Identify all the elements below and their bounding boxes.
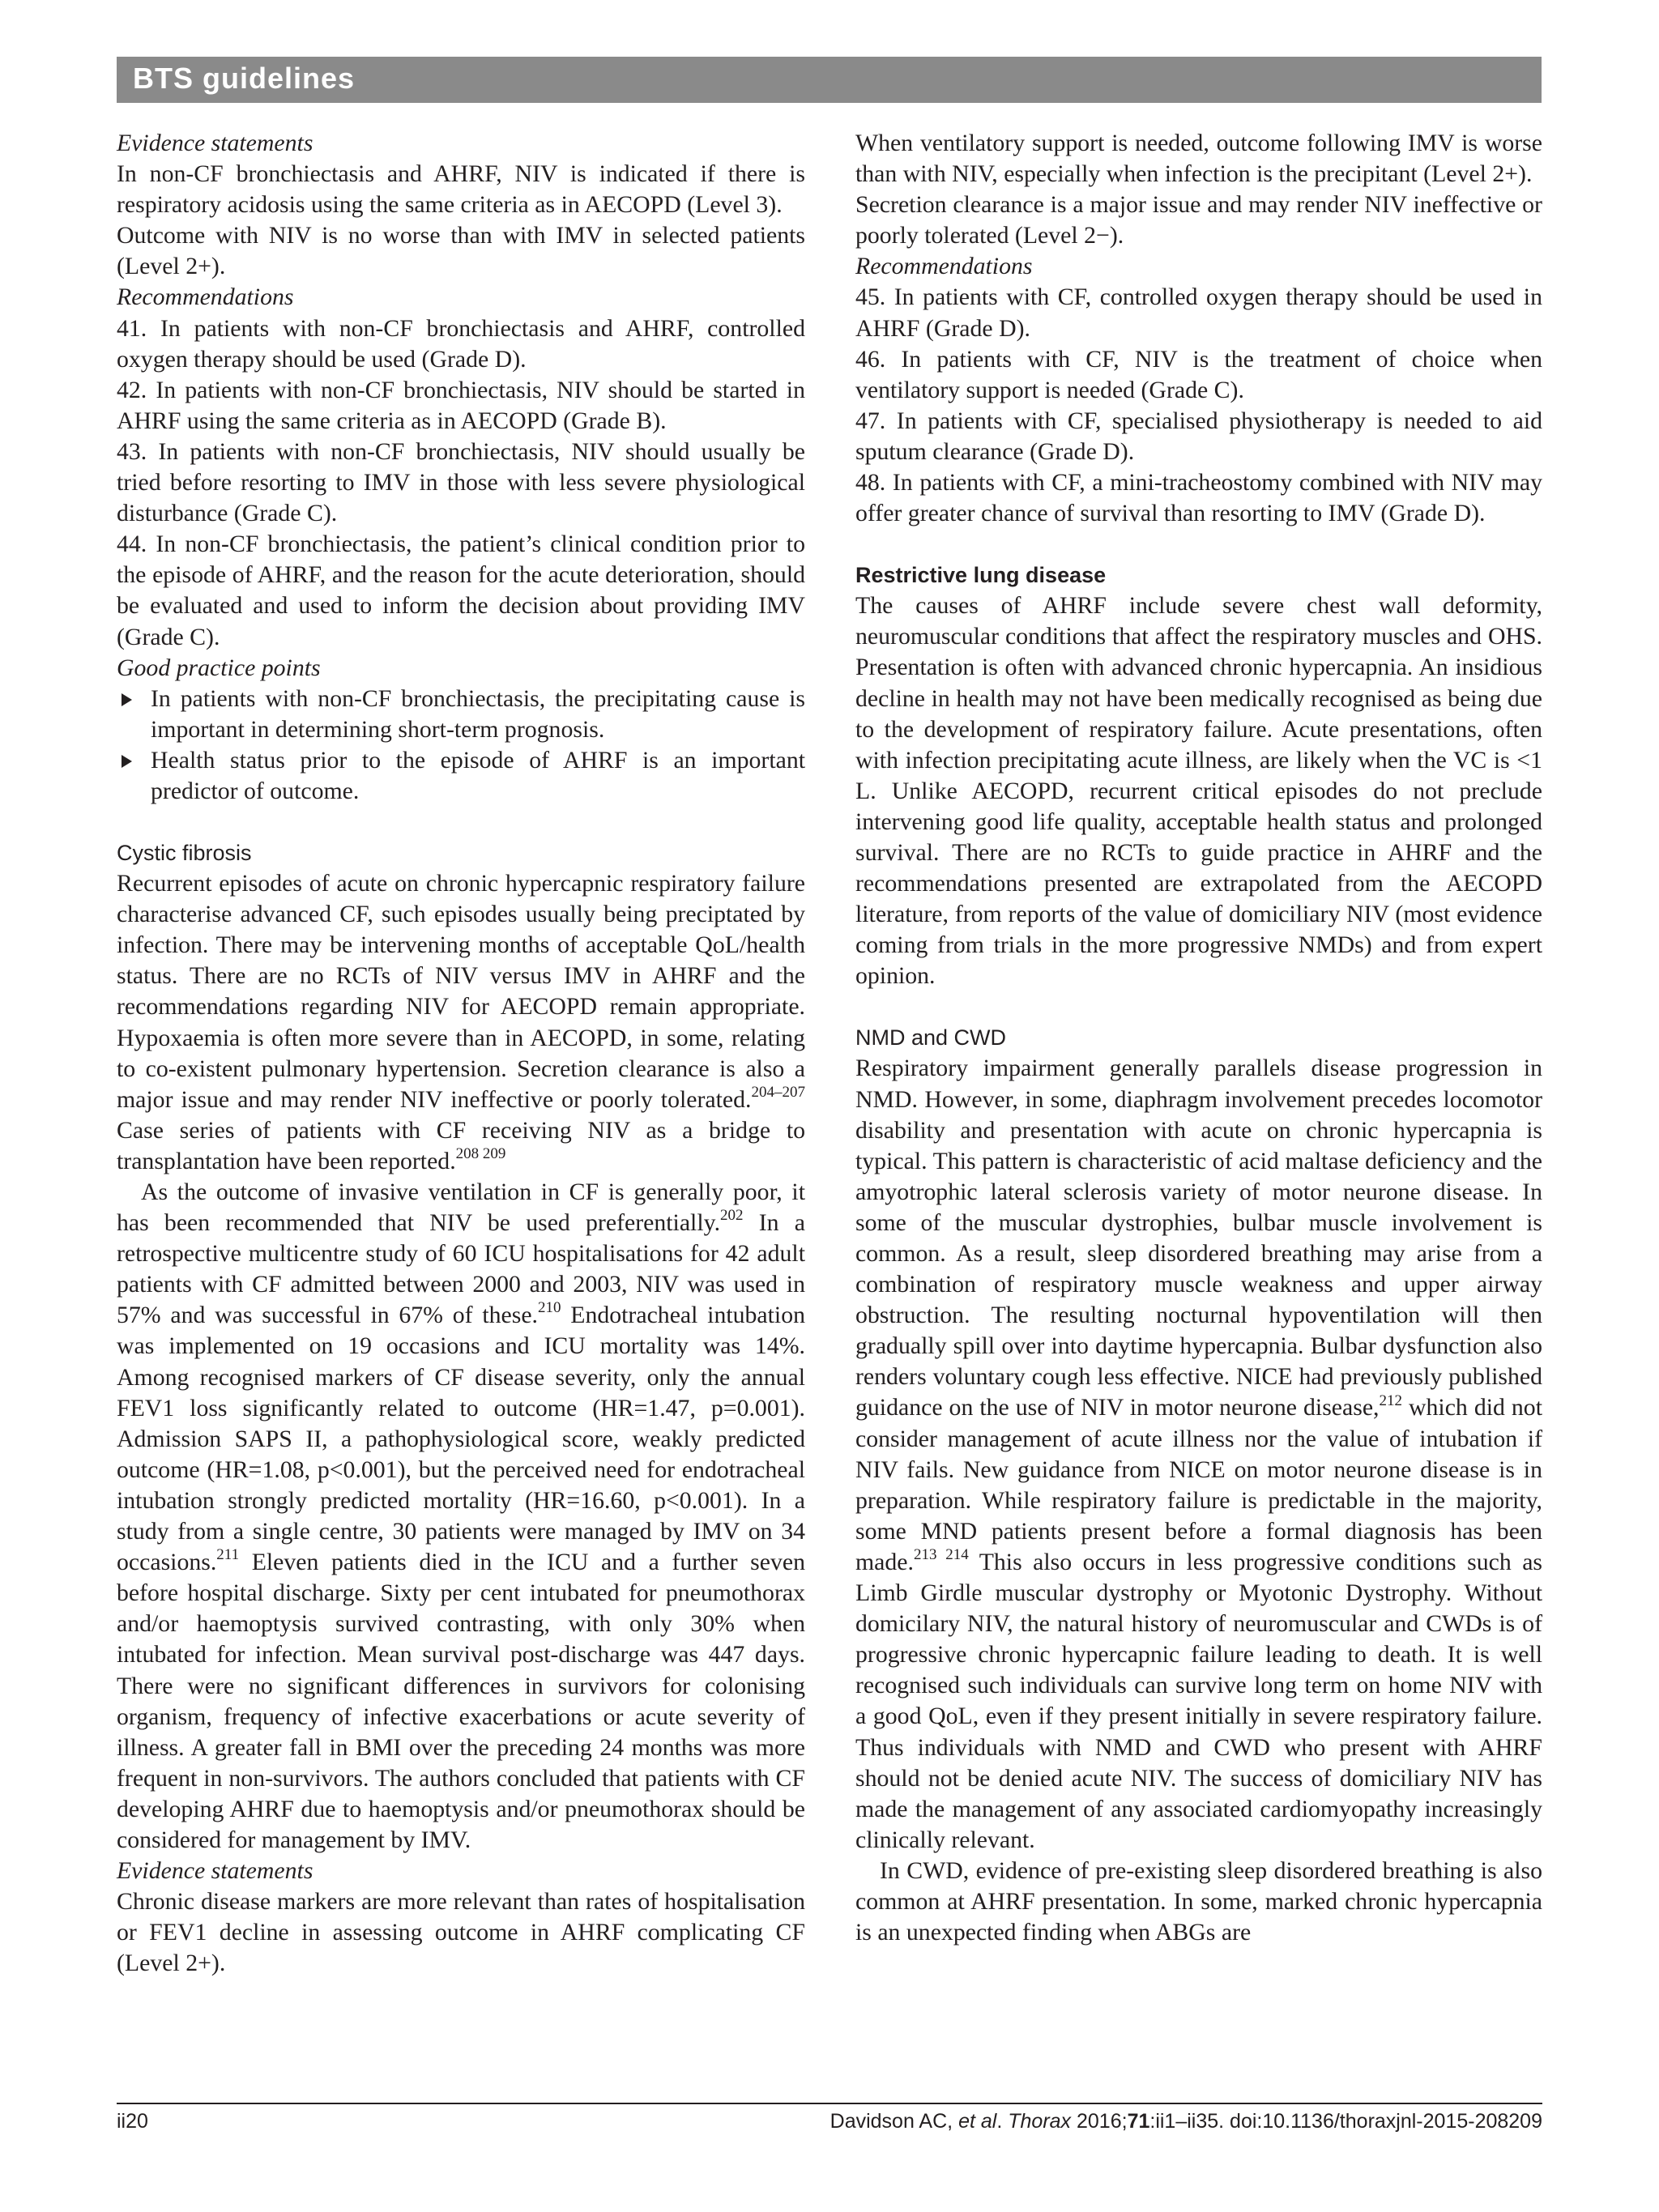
recommendation-44: 44. In non-CF bronchiectasis, the patient’s clinical condition prior to the episode of AHRF, and the reason for the acute deterioration, should be evaluated and used to inform the decision about providing IMV (Grade C). <box>117 531 805 650</box>
good-practice-points-heading: Good practice points <box>117 654 321 681</box>
left-column <box>117 128 805 1979</box>
citation-ref[interactable]: 210 <box>538 1299 561 1317</box>
recommendations-heading: Recommendations <box>117 283 294 311</box>
cystic-fibrosis-paragraph-2: As the outcome of invasive ventilation in CF is generally poor, it has been recommended that NIV be used preferentially.$^{202}$ In a retrospective multicentre study of 60 ICU hospitalisations for 42 adult patients with CF admitted between 2000 and 2003, NIV was used in 57% and was successful in 67% of these.$^{210}$ Endotracheal intubation was implemented on 19 occasions and ICU mortality was 14%. Among recognised markers of CF disease severity, only the annual FEV1 loss significantly related to outcome (HR=1.47, p=0.001). Admission SAPS II, a pathophysiological score, weakly predicted outcome (HR=1.08, p<0.001), but the perceived need for endotracheal intubation strongly predicted mortality (HR=16.60, p<0.001). In a study from a single centre, 30 patients were managed by IMV on 34 occasions.$^{211}$ Eleven patients died in the ICU and a further seven before hospital discharge. Sixty per cent intubated for pneumothorax and/or haemoptysis survived contrasting, with only 30% when intubated for infection. Mean survival post-discharge was 447 days. There were no significant differences in survivors for colonising organism, frequency of infective exacerbations or acute severity of illness. A greater fall in BMI over the preceding 24 months was more frequent in non-survivors. The authors concluded that patients with CF developing AHRF due to haemoptysis and/or pneumothorax should be considered for management by IMV. <box>117 1178 806 1853</box>
recommendation-45: 45. In patients with CF, controlled oxygen therapy should be used in AHRF (Grade D). <box>855 283 1542 342</box>
bullet-triangle-icon <box>122 755 132 768</box>
citation-footer: Davidson AC, et al. Thorax 2016;71:ii1–ii35. doi:10.1136/thoraxjnl-2015-208209 <box>830 2110 1542 2133</box>
evidence-statements-heading: Evidence statements <box>117 130 313 156</box>
list-item: Health status prior to the episode of AHRF is an important predictor of outcome. <box>117 745 805 807</box>
section-heading-nmd-and-cwd: NMD and CWD <box>855 1025 1007 1051</box>
recommendation-48: 48. In patients with CF, a mini-tracheostomy combined with NIV may offer greater chance of survival than resorting to IMV (Grade D). <box>855 469 1542 527</box>
citation-ref[interactable]: 208 209 <box>455 1144 506 1162</box>
restrictive-lung-disease-paragraph: The causes of AHRF include severe chest wall deformity, neuromuscular conditions that affect the respiratory muscles and OHS. Presentation is often with advanced chronic hypercapnia. An insidious decline in health may not have been medically recognised as being due to the development of respiratory failure. Acute presentations, often with infection precipitating acute illness, are likely when the VC is <1 L. Unlike AECOPD, recurrent critical episodes do not preclude intervening good life quality, acceptable health status and prolonged survival. There are no RCTs to guide practice in AHRF and the recommendations presented are extrapolated from the AECOPD literature, from reports of the value of domiciliary NIV (most evidence coming from trials in the more progressive NMDs) and from expert opinion. <box>855 592 1542 990</box>
right-column <box>855 128 1542 1948</box>
evidence-statement: Outcome with NIV is no worse than with IMV in selected patients (Level 2+). <box>117 222 805 280</box>
recommendation-46: 46. In patients with CF, NIV is the treatment of choice when ventilatory support is needed (Grade C). <box>855 345 1542 403</box>
citation-ref[interactable]: 202 <box>720 1207 744 1225</box>
citation-ref[interactable]: 211 <box>216 1546 240 1564</box>
evidence-statements-heading: Evidence statements <box>117 1857 313 1885</box>
citation-ref[interactable]: 212 <box>1379 1392 1403 1409</box>
evidence-statement: Secretion clearance is a major issue and may render NIV ineffective or poorly tolerated (Level 2−). <box>855 191 1542 249</box>
footer-divider <box>117 2103 1542 2104</box>
recommendations-heading: Recommendations <box>855 253 1033 280</box>
nmd-cwd-paragraph-1: Respiratory impairment generally parallels disease progression in NMD. However, in some, diaphragm involvement precedes locomotor disability and presentation with acute on chronic hypercapnia is typical. This pattern is characteristic of acid maltase deficiency and the amyotrophic lateral sclerosis variety of motor neurone disease. In some of the muscular dystrophies, bulbar muscle involvement is common. As a result, sleep disordered breathing may arise from a combination of respiratory muscle weakness and upper airway obstruction. The resulting nocturnal hypoventilation will then gradually spill over into daytime hypercapnia. Bulbar dysfunction also renders voluntary cough less effective. NICE had previously published guidance on the use of NIV in motor neurone disease,$^{212}$ which did not consider management of acute illness nor the value of intubation if NIV fails. New guidance from NICE on motor neurone disease is in preparation. While respiratory failure is predictable in the majority, some MND patients present before a formal diagnosis has been made.$^{213 214}$ This also occurs in less progressive conditions such as Limb Girdle muscular dystrophy or Myotonic Dystrophy. Without domicilary NIV, the natural history of neuromuscular and CWDs is of progressive chronic hypercapnic failure leading to death. It is well recognised such individuals can survive long term on home NIV with a good QoL, even if they present initially in severe respiratory failure. Thus individuals with NMD and CWD who present with AHRF should not be denied acute NIV. The success of domiciliary NIV has made the management of any associated cardiomyopathy increasingly clinically relevant. <box>855 1055 1543 1853</box>
evidence-statement: In non-CF bronchiectasis and AHRF, NIV is indicated if there is respiratory acidosis using the same criteria as in AECOPD (Level 3). <box>117 160 805 219</box>
header-bar <box>117 57 1542 103</box>
evidence-statement: When ventilatory support is needed, outcome following IMV is worse than with NIV, especially when infection is the precipitant (Level 2+). <box>855 130 1542 188</box>
bullet-triangle-icon <box>122 693 132 706</box>
section-heading-restrictive-lung-disease: Restrictive lung disease <box>855 563 1107 588</box>
citation-ref[interactable]: 204–207 <box>751 1083 805 1101</box>
nmd-cwd-paragraph-2: In CWD, evidence of pre-existing sleep disordered breathing is also common at AHRF presentation. In some, marked chronic hypercapnia is an unexpected finding when ABGs are <box>855 1856 1542 1946</box>
recommendation-41: 41. In patients with non-CF bronchiectasis and AHRF, controlled oxygen therapy should be used (Grade D). <box>117 314 805 373</box>
page-number: ii20 <box>117 2110 148 2133</box>
recommendation-47: 47. In patients with CF, specialised physiotherapy is needed to aid sputum clearance (Grade D). <box>855 407 1542 465</box>
cystic-fibrosis-paragraph-1: Recurrent episodes of acute on chronic hypercapnic respiratory failure characterise advanced CF, such episodes usually being preciptated by infection. There may be intervening months of acceptable QoL/health status. There are no RCTs of NIV versus IMV in AHRF and the recommendations regarding NIV for AECOPD remain appropriate. Hypoxaemia is often more severe than in AECOPD, in some, relating to co-existent pulmonary hypertension. Secretion clearance is also a major issue and may render NIV ineffective or poorly tolerated.$^{204-207}$ Case series of patients with CF receiving NIV as a bridge to transplantation have been reported.$^{208 209}$ <box>117 870 805 1174</box>
evidence-statement: Chronic disease markers are more relevant than rates of hospitalisation or FEV1 decline in assessing outcome in AHRF complicating CF (Level 2+). <box>117 1888 805 1977</box>
list-item: In patients with non-CF bronchiectasis, the precipitating cause is important in determining short-term prognosis. <box>117 684 805 745</box>
section-heading-cystic-fibrosis: Cystic fibrosis <box>117 841 252 866</box>
good-practice-points-list <box>117 684 805 807</box>
recommendation-42: 42. In patients with non-CF bronchiectasis, NIV should be started in AHRF using the same criteria as in AECOPD (Grade B). <box>117 376 805 434</box>
running-header-title: BTS guidelines <box>133 62 356 95</box>
recommendation-43: 43. In patients with non-CF bronchiectasis, NIV should usually be tried before resorting to IMV in those with less severe physiological disturbance (Grade C). <box>117 437 805 527</box>
citation-ref[interactable]: 213 214 <box>913 1546 969 1564</box>
